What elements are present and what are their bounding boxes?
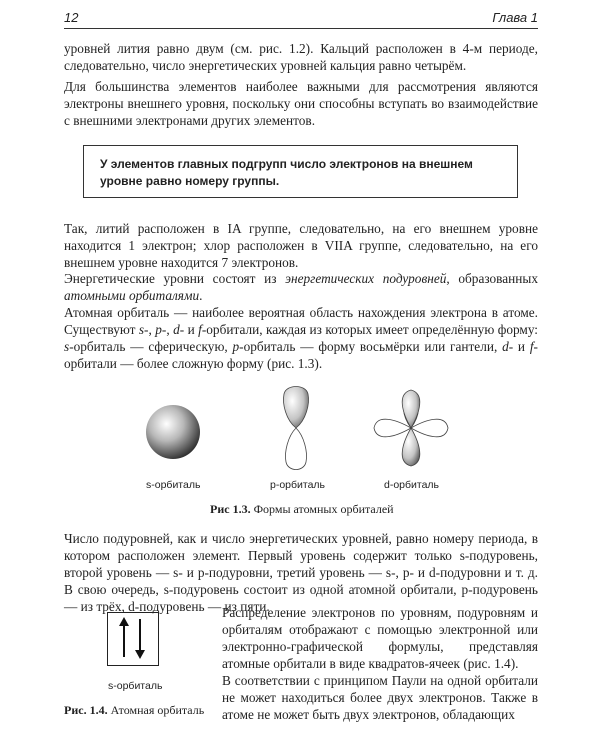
d-orbital-cloverleaf — [374, 390, 448, 466]
paragraph-1: уровней лития равно двум (см. рис. 1.2). Кальций расположен в 4-м периоде, следовательно, число энергетических уровней кальция равно четырём. — [64, 41, 538, 73]
paragraph-7: Распределение электронов по уровням, подуровням и орбиталям отображают с помощью электронной или электронно-графической формулы, представляя атомные орбитали в виде квадратов-ячеек (рис. 1.4). — [222, 605, 538, 671]
label-p-orbital: p-орбиталь — [270, 479, 326, 491]
label-s-orbital: s-орбиталь — [146, 479, 201, 491]
term-orbitals: атомными орбиталями — [64, 288, 200, 303]
figure-1-4-caption: Рис. 1.4. Атомная орбиталь — [64, 703, 205, 717]
spin-up-arrow-icon — [119, 617, 129, 626]
paragraph-2: Для большинства элементов наиболее важными для рассмотрения являются электроны внешнего уровня, поскольку они способны вступать во взаимодействие с внешними электронами других элементов. — [64, 79, 538, 128]
chapter-title: Глава 1 — [492, 10, 538, 25]
label-cell-s-orbital: s-орбиталь — [108, 680, 163, 692]
paragraph-5: Атомная орбиталь — наиболее вероятная область нахождения электрона в атоме. Существуют s-, p-, d- и f-орбитали, каждая из которых имеет определённую форму: s-орбиталь — сферическую, p-орбиталь — форму восьмёрки или гантели, d- и f-орбитали — более сложную форму (рис. 1.3). — [64, 305, 538, 371]
electron-spin-arrows — [108, 613, 156, 663]
paragraph-4: Энергетические уровни состоят из энергетических подуровней, образованных атомными орбиталями. — [64, 271, 538, 303]
figure-1-3-orbitals — [64, 378, 538, 478]
spin-down-arrow-icon — [135, 650, 145, 659]
term-sublevels: энергетических подуровней — [285, 271, 447, 286]
page-number: 12 — [64, 10, 79, 25]
label-d-orbital: d-орбиталь — [384, 479, 440, 491]
running-header — [64, 8, 538, 29]
paragraph-8: В соответствии с принципом Паули на одной орбитали не может находиться более двух электронов. Также в атоме не может быть двух электронов, обладающих — [222, 673, 538, 722]
s-orbital-sphere — [146, 405, 200, 459]
paragraph-3: Так, литий расположен в IA группе, следовательно, на его внешнем уровне находится 1 электрон; хлор расположен в VIIA группе, следовательно, на его внешнем уровне находится 7 электронов. — [64, 221, 538, 270]
figure-1-3-caption: Рис 1.3. Формы атомных орбиталей — [210, 502, 394, 516]
orbital-cell-box — [107, 612, 159, 666]
p-orbital-dumbbell — [284, 387, 309, 470]
paragraph-6: Число подуровней, как и число энергетических уровней, равно номеру периода, в котором расположен элемент. Первый уровень содержит только s-подуровень, второй уровень — s- и p-подуровни, третий уровень — s-, p- и d-подуровни и т. д. В свою очередь, s-подуровень состоит из одной атомной орбитали, p-подуровень — из трёх, d-подуровень — из пяти. — [64, 531, 538, 614]
rule-callout-box: У элементов главных подгрупп число электронов на внешнем уровне равно номеру группы. — [83, 145, 518, 198]
